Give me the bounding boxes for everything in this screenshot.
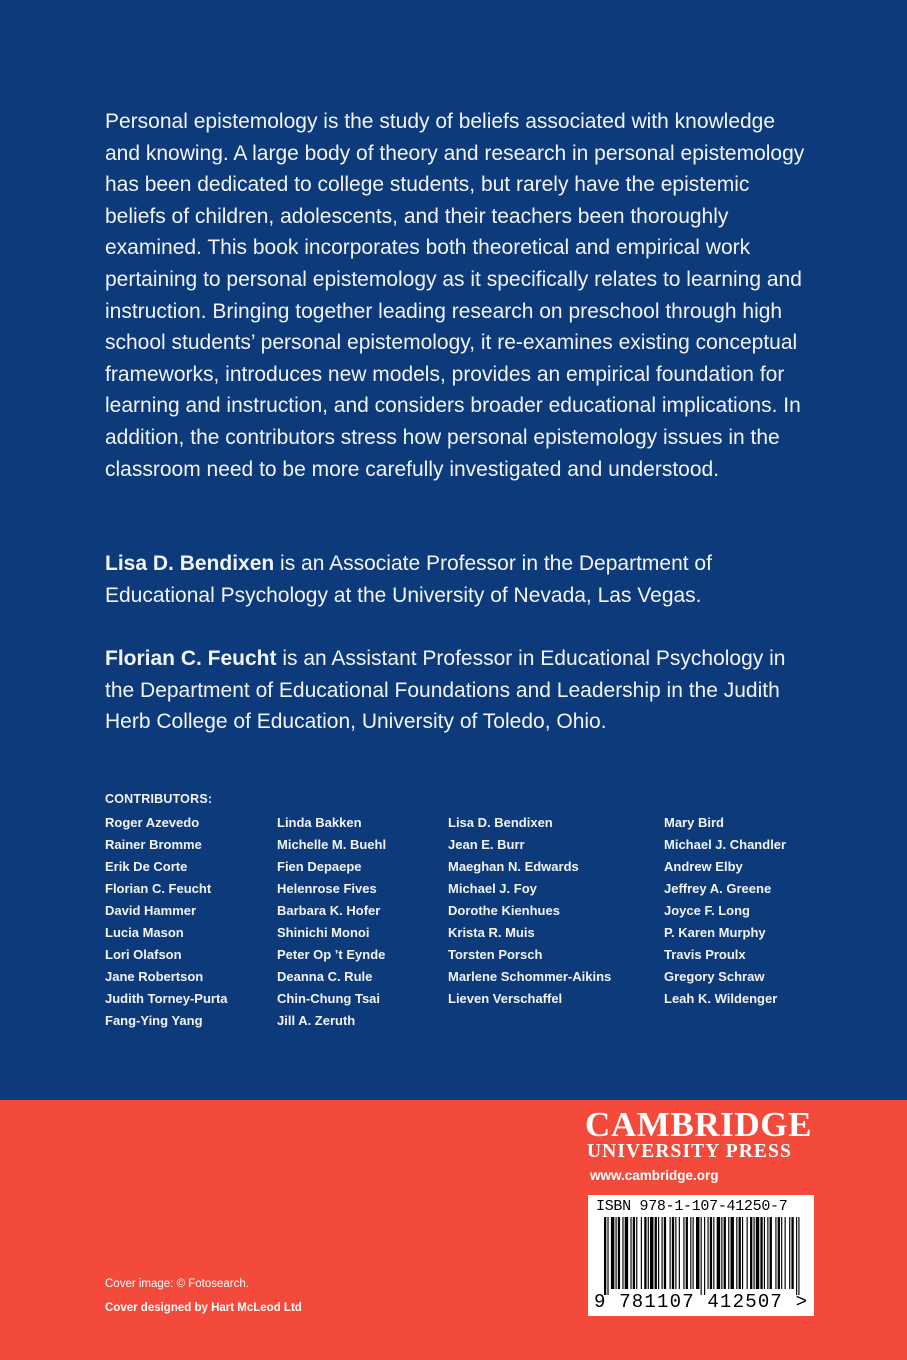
contributor-name: Maeghan N. Edwards [448,859,579,874]
barcode-bar [658,1217,659,1289]
book-description: Personal epistemology is the study of beliefs associated with knowledge and knowing. A large body of theory and research in personal epistemology has been dedicated to college students, but rarely have the epistemic beliefs of children, adolescents, and their teachers been thoroughly examined. This book incorporates both theoretical and empirical work pertaining to personal epistemology as it specifically relates to learning and instruction. Bringing together leading research on preschool through high school students’ personal epistemology, it re-examines existing conceptual frameworks, introduces new models, provides an empirical foundation for learning and instruction, and considers broader educational implications. In addition, the contributors stress how personal epistemology issues in the classroom need to be more carefully investigated and understood. [105,110,805,481]
contributor-name: Lori Olafson [105,947,182,962]
contributors-column-4 [664,812,786,1010]
contributor-name: Joyce F. Long [664,903,750,918]
author-bio-text: is an Associate Professor in the Department of Educational Psychology at the University of Nevada, Las Vegas. [105,552,712,607]
barcode-bar [650,1217,653,1289]
contributor-name: Linda Bakken [277,815,362,830]
barcode-bar [778,1217,780,1289]
barcode-bar [785,1217,786,1289]
contributor-name: Torsten Porsch [448,947,543,962]
contributor-name: Mary Bird [664,815,724,830]
publisher-logo-name: CAMBRIDGE [585,1105,813,1144]
contributors-column-2 [277,812,386,1032]
contributor-name: Lisa D. Bendixen [448,815,553,830]
author-name: Florian C. Feucht [105,647,277,670]
barcode-bar [683,1217,684,1289]
barcode-bar [701,1217,702,1295]
author-bio-feucht [105,643,805,738]
barcode-bar [696,1217,699,1289]
contributor-name: Jeffrey A. Greene [664,881,772,896]
contributor-name: Rainer Bromme [105,837,202,852]
contributor-name: Leah K. Wildenger [664,991,778,1006]
publisher-website[interactable]: www.cambridge.org [590,1168,719,1183]
barcode-bar [670,1217,671,1289]
barcode-bar [754,1217,755,1289]
contributor-name: P. Karen Murphy [664,925,766,940]
author-bio-text: is an Assistant Professor in Educational Psychology in the Department of Educational Foundations and Leadership in the Judith Herb College of Education, University of Toledo, Ohio. [105,647,786,734]
contributor-name: Shinichi Monoi [277,925,370,940]
barcode-bar [648,1217,649,1289]
barcode-bar [781,1217,782,1289]
contributor-name: Krista R. Muis [448,925,535,940]
barcode-bar [713,1217,714,1289]
contributors-column-1 [105,812,228,1032]
contributor-name: Dorothe Kienhues [448,903,560,918]
barcode-bar [630,1217,631,1289]
contributor-name: Chin-Chung Tsai [277,991,381,1006]
barcode-bar [750,1217,752,1289]
contributor-name: Jill A. Zeruth [277,1013,356,1028]
contributor-name: Marlene Schommer-Aikins [448,969,612,984]
barcode-bars [588,1217,814,1295]
barcode-bar [693,1217,694,1289]
barcode-bar [672,1217,674,1289]
isbn-barcode [588,1195,814,1316]
contributor-name: Lieven Verschaffel [448,991,563,1006]
barcode-bar [616,1217,617,1289]
barcode-bar [760,1217,762,1289]
barcode-bar [604,1217,606,1295]
contributor-name: Helenrose Fives [277,881,377,896]
contributor-name: Gregory Schraw [664,969,765,984]
contributor-name: Fien Depaepe [277,859,362,874]
contributor-name: Andrew Elby [664,859,743,874]
contributor-name: Michael J. Foy [448,881,537,896]
barcode-bar [796,1217,797,1295]
contributor-name: Peter Op ’t Eynde [277,947,386,962]
barcode-bar [641,1217,642,1289]
barcode-bar [675,1217,676,1289]
publisher-logo-press: UNIVERSITY PRESS [587,1141,792,1162]
contributor-name: Barbara K. Hofer [277,903,381,918]
cover-design-credit: Cover designed by Hart McLeod Ltd [105,1302,302,1314]
contributor-name: Deanna C. Rule [277,969,373,984]
barcode-bar [731,1217,734,1289]
barcode-bar [655,1217,657,1289]
barcode-bar [736,1217,737,1289]
contributor-name: Jane Robertson [105,969,204,984]
contributors-heading: CONTRIBUTORS: [105,792,213,806]
barcode-bar [721,1217,722,1289]
contributor-name: Florian C. Feucht [105,881,212,896]
barcode-bar [633,1217,635,1289]
barcode-bar [710,1217,712,1289]
barcode-bar [764,1217,765,1289]
barcode-bar [724,1217,726,1289]
contributor-name: Fang-Ying Yang [105,1013,203,1028]
barcode-bar [607,1217,608,1295]
barcode-bar [728,1217,729,1289]
barcode-digits: 9 781107 412507 > [594,1291,809,1313]
contributors-column-3 [448,812,611,1010]
barcode-bar [756,1217,759,1289]
contributor-name: Roger Azevedo [105,815,200,830]
barcode-bar [664,1217,666,1289]
contributor-name: Lucia Mason [105,925,184,940]
contributor-name: Michelle M. Buehl [277,837,387,852]
barcode-bar [625,1217,628,1289]
contributor-name: Jean E. Burr [448,837,525,852]
barcode-bar [767,1217,768,1289]
author-bio-bendixen [105,548,805,611]
barcode-bar [611,1217,614,1289]
barcode-bar [662,1217,663,1289]
barcode-bar [770,1217,772,1289]
contributor-name: Travis Proulx [664,947,746,962]
cover-image-credit: Cover image: © Fotosearch. [105,1278,249,1290]
barcode-bar [644,1217,646,1289]
barcode-bar [717,1217,720,1289]
barcode-bar [789,1217,790,1289]
barcode-bar [690,1217,691,1289]
barcode-bar [704,1217,705,1295]
barcode-bar [686,1217,688,1289]
barcode-bar [791,1217,793,1289]
contributor-name: Erik De Corte [105,859,188,874]
barcode-bar [775,1217,776,1289]
barcode-bar [798,1217,799,1295]
contributor-name: David Hammer [105,903,197,918]
author-name: Lisa D. Bendixen [105,552,275,575]
barcode-bar [622,1217,623,1289]
isbn-label: ISBN 978-1-107-41250-7 [596,1198,788,1215]
barcode-bar [636,1217,637,1289]
barcode-bar [679,1217,680,1289]
barcode-bar [618,1217,620,1289]
barcode-bar [739,1217,741,1289]
contributor-name: Michael J. Chandler [664,837,787,852]
contributor-name: Judith Torney-Purta [105,991,228,1006]
barcode-bar [708,1217,709,1289]
barcode-bar [742,1217,743,1289]
barcode-bar [747,1217,748,1289]
